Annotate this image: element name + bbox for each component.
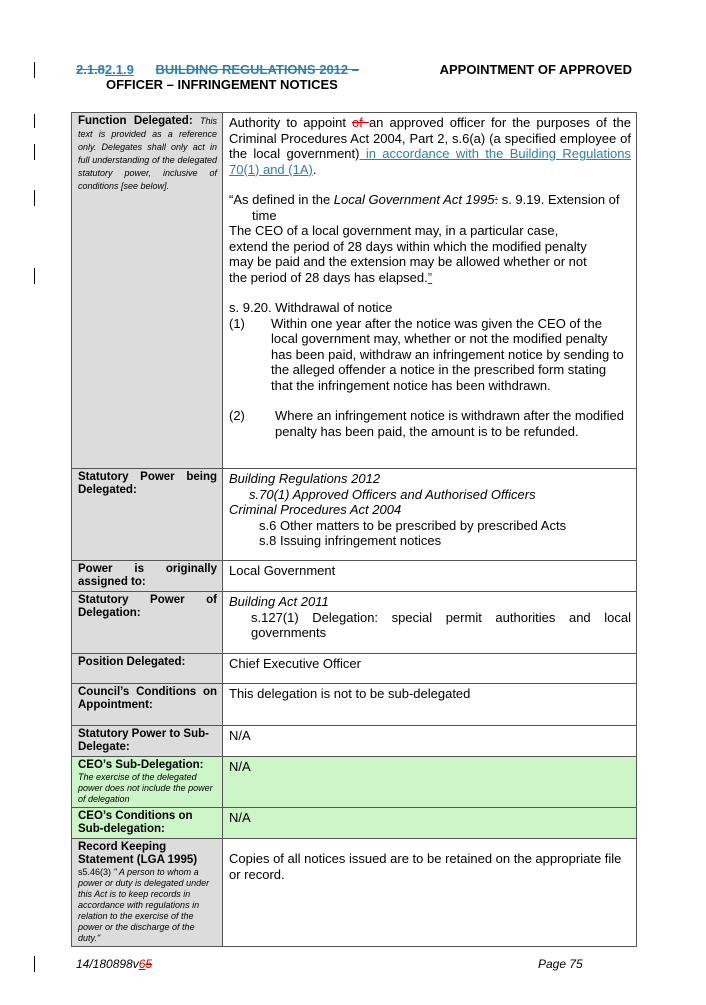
ceo-sub-delegation-note: The exercise of the delegated power does not include the power of delegation — [78, 772, 213, 804]
power-assigned-label: Power is originally assigned to: — [72, 561, 223, 592]
label-cell — [72, 757, 223, 808]
sub-delegate-power-label: Statutory Power to Sub-Delegate: — [72, 726, 223, 757]
s920-heading: s. 9.20. Withdrawal of notice — [229, 300, 393, 315]
change-bar — [34, 268, 35, 284]
quote-line: may be paid and the extension may be allowed whether or not — [229, 254, 587, 269]
act-title: Building Act 2011 — [229, 594, 329, 609]
function-delegated-label: Function Delegated: — [78, 115, 193, 127]
record-keeping-value: Copies of all notices issued are to be retained on the appropriate file or record. — [223, 839, 637, 947]
ceo-conditions-value: N/A — [223, 808, 637, 839]
function-delegated-note: This text is provided as a reference only. Delegates shall only act in full understanding of the delegated statutory power, inclusive of conditions [see below]. — [78, 116, 217, 191]
sub-delegate-power-value: N/A — [223, 726, 637, 757]
new-section-number: 2.1.9 — [104, 62, 134, 77]
row-ceo-conditions — [72, 808, 637, 839]
act-title: Criminal Procedures Act 2004 — [229, 502, 402, 517]
quote-line: extend the period of 28 days within which the modified penalty — [229, 238, 587, 254]
ceo-conditions-label: CEO’s Conditions on Sub-delegation: — [72, 808, 223, 839]
quote-line: the period of 28 days has elapsed.” — [229, 269, 433, 285]
position-delegated-value: Chief Executive Officer — [223, 654, 637, 684]
record-keeping-quote: s5.46(3) " A person to whom a power or duty is delegated under this Act is to keep records in accordance with regulations in relation to the exercise of the power or the discharge of the duty." — [78, 867, 210, 943]
row-position-delegated — [72, 654, 637, 684]
quote-line: The CEO of a local government may, in a particular case, — [229, 223, 559, 238]
ceo-sub-delegation-label: CEO’s Sub-Delegation: — [78, 759, 204, 771]
heading-title-part1: APPOINTMENT OF APPROVED — [439, 62, 632, 77]
act-section: s.8 Issuing infringement notices — [259, 533, 442, 548]
change-bar — [34, 114, 35, 128]
change-bar — [34, 62, 35, 78]
council-conditions-label: Council’s Conditions on Appointment: — [72, 684, 223, 726]
row-record-keeping — [72, 839, 637, 947]
value-cell — [223, 469, 637, 561]
power-assigned-value: Local Government — [223, 561, 637, 592]
quote-heading: “As defined in the Local Government Act 1995: s. 9.19. Extension of — [229, 192, 620, 207]
change-bar — [34, 144, 35, 160]
row-council-conditions — [72, 684, 637, 726]
value-cell — [223, 113, 637, 469]
version-inserted: 6 — [138, 957, 146, 971]
heading-title-part2: OFFICER – INFRINGEMENT NOTICES — [106, 77, 338, 92]
section-heading — [76, 62, 632, 92]
act-section: s.6 Other matters to be prescribed by prescribed Acts — [259, 517, 567, 533]
old-section-number: 2.1.8 — [76, 62, 105, 77]
value-cell — [223, 592, 637, 654]
deleted-text: of — [352, 115, 369, 130]
record-keeping-label: Record Keeping Statement (LGA 1995) — [78, 841, 198, 866]
row-statutory-delegation — [72, 592, 637, 654]
version-deleted: 5 — [145, 957, 153, 971]
regulation-section: s.70(1) Approved Officers and Authorised Officers — [249, 486, 536, 502]
row-statutory-power — [72, 469, 637, 561]
council-conditions-value: This delegation is not to be sub-delegated — [223, 684, 637, 726]
delegation-table — [71, 112, 637, 947]
position-delegated-label: Position Delegated: — [72, 654, 223, 684]
numbered-item: (2) Where an infringement notice is withdrawn after the modified penalty has been paid, the amount is to be refunded. — [229, 408, 625, 439]
regulation-title: Building Regulations 2012 — [229, 471, 381, 486]
row-power-assigned — [72, 561, 637, 592]
change-bar — [34, 190, 35, 206]
numbered-item: (1) Within one year after the notice was given the CEO of the local government may, whether or not the modified penalty has been paid, withdraw an infringement notice by sending to the alleged offender a notice in the prescribed form stating that the infringement notice has been withdrawn. — [229, 315, 624, 393]
act-section: s.127(1) Delegation: special permit authorities and local governments — [251, 609, 631, 640]
function-text: Authority to appoint of an approved officer for the purposes of the Criminal Procedures Act 2004, Part 2, s.6(a) (a specified employee of the local government) in accordance with the Building Regulations 70(1) and (1A). — [229, 115, 631, 177]
row-function-delegated — [72, 113, 637, 469]
inserted-text: in accordance with the Building Regulations 70(1) and (1A) — [229, 146, 631, 177]
label-cell — [72, 113, 223, 469]
ceo-sub-delegation-value: N/A — [223, 757, 637, 808]
statutory-delegation-label: Statutory Power of Delegation: — [72, 592, 223, 654]
label-cell — [72, 839, 223, 947]
heading-tracked-prefix — [76, 62, 359, 77]
page-number: Page 75 — [538, 957, 583, 971]
document-reference: 14/180898v65 — [76, 957, 153, 971]
change-bar — [34, 956, 35, 972]
row-ceo-sub-delegation — [72, 757, 637, 808]
quote-time: time — [252, 207, 277, 223]
statutory-power-label: Statutory Power being Delegated: — [72, 469, 223, 561]
deleted-title: BUILDING REGULATIONS 2012 – — [155, 62, 359, 77]
row-sub-delegate-power — [72, 726, 637, 757]
